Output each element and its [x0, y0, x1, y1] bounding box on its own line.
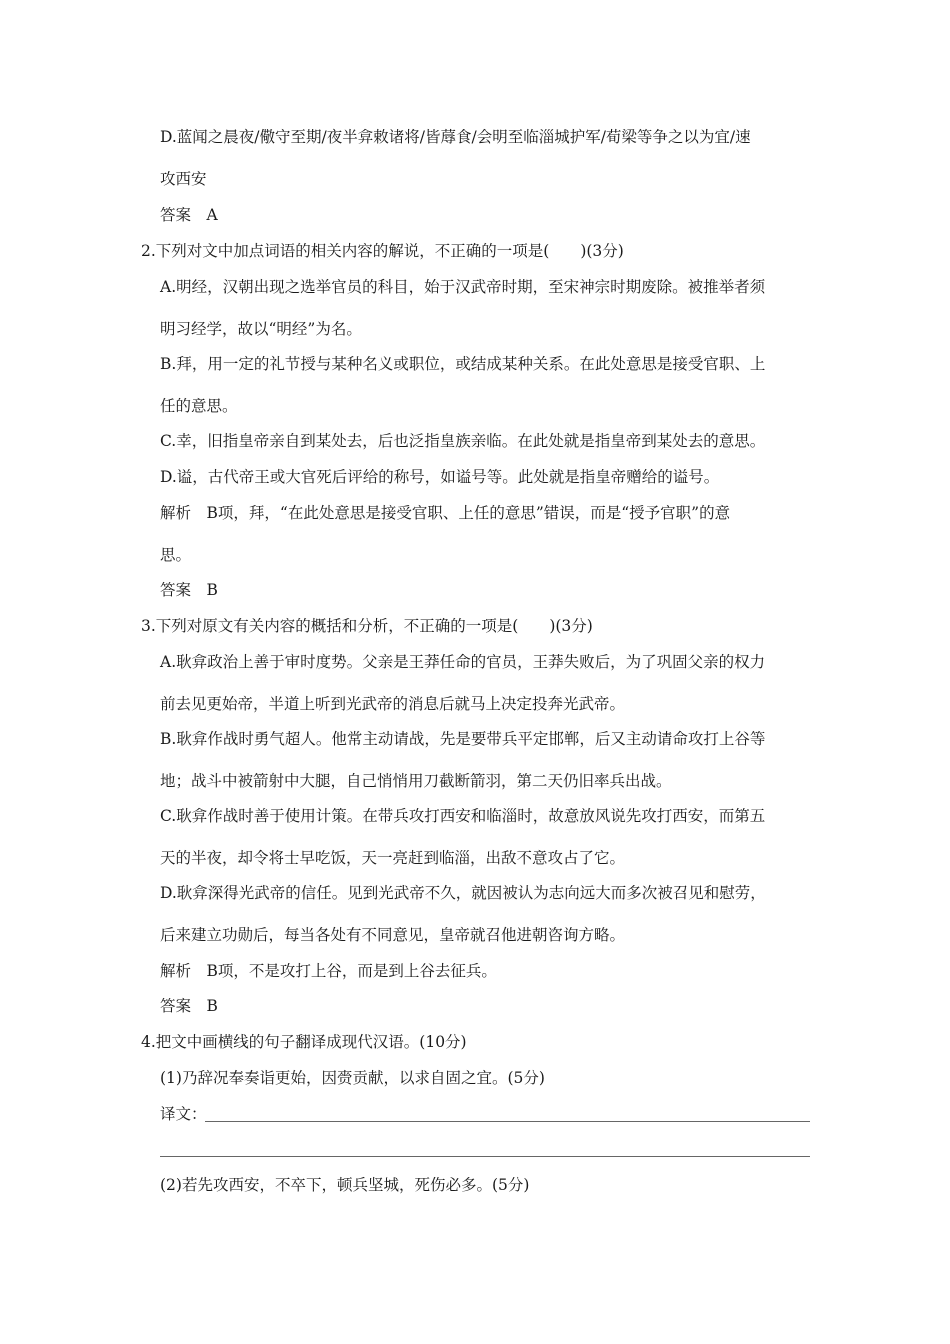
question-2: 2.下列对文中加点词语的相关内容的解说，不正确的一项是( )(3分): [141, 242, 624, 260]
answer-line-2[interactable]: [160, 1156, 810, 1157]
q3-option-b-line-2: 地；战斗中被箭射中大腿，自己悄悄用刀截断箭羽，第二天仍旧率兵出战。: [160, 772, 672, 790]
q3-option-d-line-2: 后来建立功勋后，每当各处有不同意见，皇帝就召他进朝咨询方略。: [160, 926, 626, 944]
q2-option-d: D.谥，古代帝王或大官死后评给的称号，如谥号等。此处就是指皇帝赠给的谥号。: [160, 468, 720, 486]
answer-3: 答案 B: [160, 997, 218, 1015]
q2-analysis-line-2: 思。: [160, 546, 192, 564]
q3-option-d-line-1: D.耿弇深得光武帝的信任。见到光武帝不久，就因被认为志向远大而多次被召见和慰劳，: [160, 884, 766, 902]
question-3: 3.下列对原文有关内容的概括和分析，不正确的一项是( )(3分): [141, 617, 593, 635]
q3-option-a-line-2: 前去见更始帝，半道上听到光武帝的消息后就马上决定投奔光武帝。: [160, 695, 626, 713]
answer-2: 答案 B: [160, 581, 218, 599]
q2-option-a-line-2: 明习经学，故以“明经”为名。: [160, 320, 362, 338]
q4-part-1: (1)乃辞况奉奏诣更始，因赍贡献，以求自固之宜。(5分): [160, 1069, 545, 1087]
q2-option-c: C.幸，旧指皇帝亲自到某处去，后也泛指皇族亲临。在此处就是指皇帝到某处去的意思。: [160, 432, 766, 450]
q3-analysis: 解析 B项，不是攻打上谷，而是到上谷去征兵。: [160, 962, 497, 980]
q3-option-b-line-1: B.耿弇作战时勇气超人。他常主动请战，先是要带兵平定邯郸，后又主动请命攻打上谷等: [160, 730, 766, 748]
question-4: 4.把文中画横线的句子翻译成现代汉语。(10分): [141, 1033, 467, 1051]
translation-label: 译文：: [160, 1105, 207, 1123]
q2-option-b-line-2: 任的意思。: [160, 397, 238, 415]
option-d-line-1: D.蓝闻之晨夜/儆守至期/夜半弇敕诸将/皆蓐食/会明至临淄城护军/荀梁等争之以为宜/速: [160, 128, 751, 146]
answer-line-1[interactable]: [205, 1121, 810, 1122]
q2-analysis-line-1: 解析 B项，拜，“在此处意思是接受官职、上任的意思”错误，而是“授予官职”的意: [160, 504, 731, 522]
option-d-line-2: 攻西安: [160, 170, 207, 188]
answer-1: 答案 A: [160, 206, 218, 224]
q2-option-b-line-1: B.拜，用一定的礼节授与某种名义或职位，或结成某种关系。在此处意思是接受官职、上: [160, 355, 766, 373]
q2-option-a-line-1: A.明经，汉朝出现之选举官员的科目，始于汉武帝时期，至宋神宗时期废除。被推举者须: [160, 278, 766, 296]
q3-option-c-line-2: 天的半夜，却令将士早吃饭，天一亮赶到临淄，出敌不意攻占了它。: [160, 849, 626, 867]
q3-option-a-line-1: A.耿弇政治上善于审时度势。父亲是王莽任命的官员，王莽失败后，为了巩固父亲的权力: [160, 653, 766, 671]
q3-option-c-line-1: C.耿弇作战时善于使用计策。在带兵攻打西安和临淄时，故意放风说先攻打西安，而第五: [160, 807, 766, 825]
q4-part-2: (2)若先攻西安，不卒下，顿兵坚城，死伤必多。(5分): [160, 1176, 530, 1194]
